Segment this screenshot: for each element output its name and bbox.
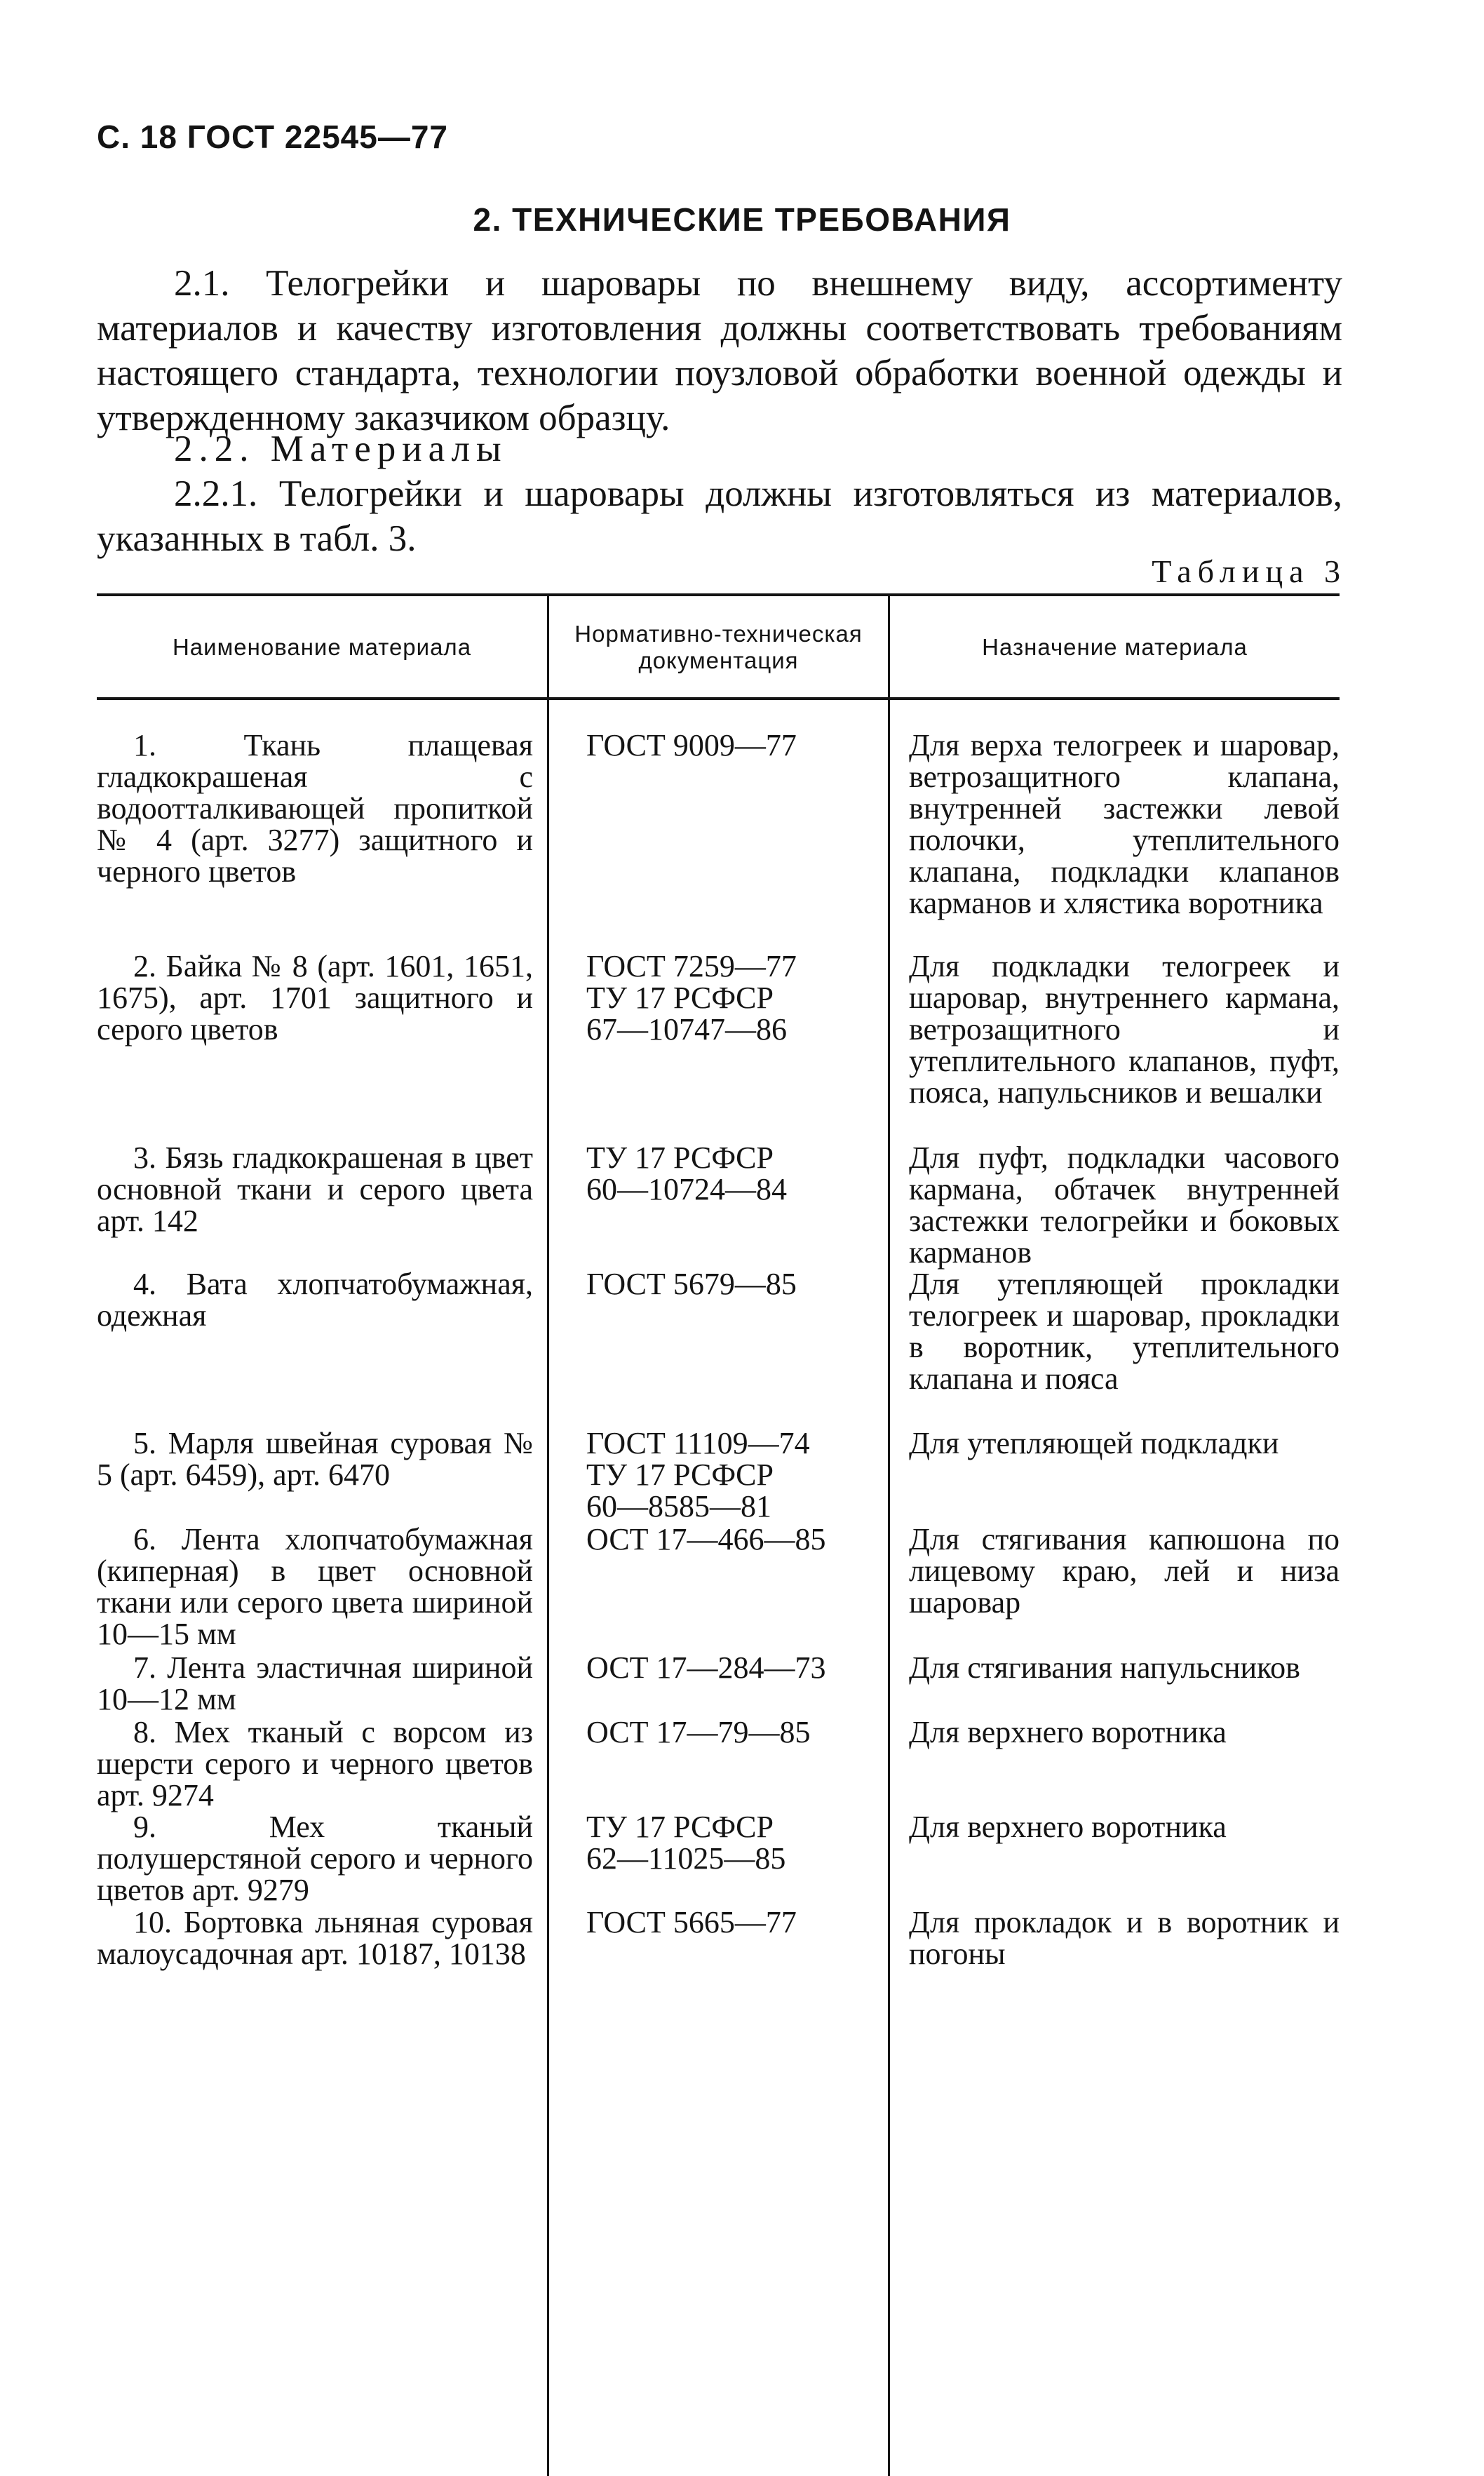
table-row-4-material-text: 4. Вата хлопчатобумажная, одежная xyxy=(97,1267,533,1333)
table-row-9-material-text: 9. Мех тканый полушерстяной серого и черного цветов арт. 9279 xyxy=(97,1810,533,1907)
table-row-3-purpose: Для пуфт, подкладки часового кармана, обтачек внутренней застежки телогрейки и боковых карманов xyxy=(909,1141,1340,1270)
column-divider-2 xyxy=(888,596,890,2476)
column-divider-1 xyxy=(547,596,549,2476)
table-row-8-material xyxy=(97,1716,533,1811)
table-row-8-doc: ОСТ 17—79—85 xyxy=(586,1715,811,1749)
table-row-1-material xyxy=(97,729,533,887)
paragraph-2-2-1 xyxy=(97,471,1342,561)
table-row-7-material-text: 7. Лента эластичная шириной 10—12 мм xyxy=(97,1650,533,1716)
table-row-9-doc: ТУ 17 РСФСР 62—11025—85 xyxy=(586,1810,786,1876)
table-row-1-purpose: Для верха телогреек и шаровар, ветрозащитного клапана, внутренней застежки левой полочки, утеплительного клапана, подкладки клапанов карманов и хлястика воротника xyxy=(909,728,1340,920)
table-row-3-doc: ТУ 17 РСФСР 60—10724—84 xyxy=(586,1141,787,1206)
table-row-4-purpose: Для утепляющей прокладки телогреек и шаровар, прокладки в воротник, утеплительного клапана и пояса xyxy=(909,1267,1340,1396)
column-header-documentation xyxy=(549,598,888,697)
table-row-6-doc: ОСТ 17—466—85 xyxy=(586,1522,826,1556)
paragraph-2-2 xyxy=(97,426,1342,471)
table-row-5-doc: ГОСТ 11109—74 ТУ 17 РСФСР 60—8585—81 xyxy=(586,1426,810,1523)
table-row-3-material-text: 3. Бязь гладкокрашеная в цвет основной ткани и серого цвета арт. 142 xyxy=(97,1141,533,1238)
table-row-6-purpose: Для стягивания капюшона по лицевому краю, лей и низа шаровар xyxy=(909,1522,1340,1620)
table-row-10-material-text: 10. Бортовка льняная суровая малоусадочная арт. 10187, 10138 xyxy=(97,1905,533,1971)
table-row-7-purpose: Для стягивания напульсников xyxy=(909,1650,1300,1685)
table-row-4-doc: ГОСТ 5679—85 xyxy=(586,1267,797,1301)
table-row-5-purpose: Для утепляющей подкладки xyxy=(909,1426,1279,1460)
table-row-3-material xyxy=(97,1142,533,1237)
column-header-material: Наименование материала xyxy=(172,634,472,660)
table-row-4-material xyxy=(97,1268,533,1331)
table-row-8-material-text: 8. Мех тканый с ворсом из шерсти серого и черного цветов арт. 9274 xyxy=(97,1715,533,1812)
table-row-2-material xyxy=(97,950,533,1045)
table-row-1-material-text: 1. Ткань плащевая гладкокрашеная с водоотталкивающей пропиткой № 4 (арт. 3277) защитного и черного цветов xyxy=(97,728,533,889)
table-row-8-purpose: Для верхнего воротника xyxy=(909,1715,1227,1749)
table-top-rule xyxy=(97,593,1340,596)
paragraph-2-2-1-text: 2.2.1. Телогрейки и шаровары должны изготовляться из материалов, указанных в табл. 3. xyxy=(97,473,1342,559)
table-row-2-purpose: Для подкладки телогреек и шаровар, внутреннего кармана, ветрозащитного и утеплительного клапанов, пуфт, пояса, напульсников и вешалки xyxy=(909,949,1340,1110)
table-header-rule xyxy=(97,697,1340,700)
column-header-documentation-text: Нормативно-техническая документация xyxy=(574,621,863,673)
table-row-6-material xyxy=(97,1523,533,1650)
table-row-7-doc: ОСТ 17—284—73 xyxy=(586,1650,826,1685)
table-row-9-purpose: Для верхнего воротника xyxy=(909,1810,1227,1844)
section-heading: 2. ТЕХНИЧЕСКИЕ ТРЕБОВАНИЯ xyxy=(473,201,1011,238)
table-row-6-material-text: 6. Лента хлопчатобумажная (киперная) в цвет основной ткани или серого цвета шириной 10—15 мм xyxy=(97,1522,533,1651)
table-row-5-material xyxy=(97,1427,533,1491)
table-row-10-material xyxy=(97,1906,533,1970)
page-header: С. 18 ГОСТ 22545—77 xyxy=(97,119,449,155)
table-row-2-doc: ГОСТ 7259—77 ТУ 17 РСФСР 67—10747—86 xyxy=(586,949,797,1047)
paragraph-2-1 xyxy=(97,261,1342,440)
table-row-5-material-text: 5. Марля швейная суровая № 5 (арт. 6459), арт. 6470 xyxy=(97,1426,533,1492)
paragraph-2-1-text: 2.1. Телогрейки и шаровары по внешнему виду, ассортименту материалов и качеству изготовления должны соответствовать требованиям настоящего стандарта, технологии поузловой обработки военной одежды и утвержденному заказчиком образцу. xyxy=(97,263,1342,438)
paragraph-2-2-text: 2.2. Материалы xyxy=(174,429,508,469)
table-row-9-material xyxy=(97,1811,533,1906)
table-row-10-doc: ГОСТ 5665—77 xyxy=(586,1905,797,1939)
table-row-10-purpose: Для прокладок и в воротник и погоны xyxy=(909,1905,1340,1971)
table-row-1-doc: ГОСТ 9009—77 xyxy=(586,728,797,762)
table-caption: Таблица 3 xyxy=(1152,553,1347,589)
table-row-2-material-text: 2. Байка № 8 (арт. 1601, 1651, 1675), арт. 1701 защитного и серого цветов xyxy=(97,949,533,1047)
column-header-purpose: Назначение материала xyxy=(982,634,1248,660)
table-row-7-material xyxy=(97,1652,533,1715)
